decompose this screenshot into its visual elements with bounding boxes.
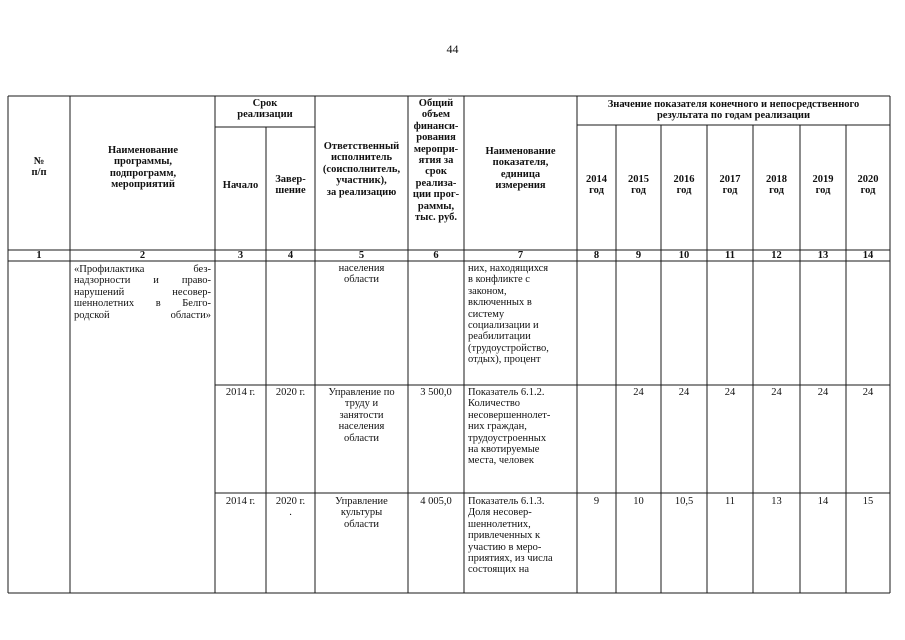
header-year-2019: 2019 год [812,174,834,197]
header-year-2015: 2015 год [628,174,649,197]
row1-responsible: населения области [338,263,385,286]
row3-indicator: Показатель 6.1.3. Доля несовер- шеннолетних, привлеченных к участию в меро- приятиях, из числа состоящих на [468,496,553,576]
row2-indicator: Показатель 6.1.2. Количество несовершеннолет- них граждан, трудоустроенных на квотируемые места, человек [468,387,551,467]
row3-value-2015: 10 [633,496,644,507]
row2-value-2018: 24 [771,387,782,398]
column-number: 5 [358,250,365,261]
column-number: 11 [725,250,735,261]
row2-value-2017: 24 [724,387,736,398]
column-number: 12 [771,250,782,261]
row3-start: 2014 г. [225,496,256,507]
row2-end: 2020 г. [275,387,306,398]
row3-value-2017: 11 [724,496,736,507]
column-number: 3 [237,250,244,261]
page-number: 44 [446,42,459,56]
row3-value-2020: 15 [862,496,874,507]
row3-value-2016: 10,5 [674,496,694,507]
row2-funding: 3 500,0 [420,387,452,398]
header-program-name: Наименование программы, подпрограмм, мероприятий [108,145,178,191]
header-year-2016: 2016 год [673,174,695,197]
header-funding: Общий объем финанси- рования меропри- ятия за срок реализа- ции прог- раммы, тыс. руб. [412,98,460,224]
header-values-title: Значение показателя конечного и непосредственного результата по годам реализации [607,99,860,122]
column-number: 6 [433,250,439,261]
row2-start: 2014 г. [225,387,256,398]
column-number: 7 [517,250,524,261]
row3-value-2014: 9 [593,496,600,507]
row3-value-2018: 13 [771,496,782,507]
header-indicator-name: Наименование показателя, единица измерения [485,146,556,192]
program-name-cell: «Профилактика без- надзорности и право- нарушений несовер- шеннолетних в Белго- родской области» [74,264,211,321]
header-end: Завер- шение [275,174,306,197]
header-start: Начало [222,180,259,191]
column-number: 1 [36,250,42,261]
row2-value-2015: 24 [633,387,644,398]
header-term: Срок реализации [237,98,293,121]
row1-indicator: них, находящихся в конфликте с законом, включенных в систему социализации и реабилитации (трудоустройство, отдых), процент [468,263,549,366]
column-number: 14 [862,250,874,261]
header-year-2020: 2020 год [857,174,879,197]
row3-responsible: Управление культуры области [335,496,388,530]
column-number: 10 [678,250,690,261]
header-year-2014: 2014 год [586,174,607,197]
row2-value-2019: 24 [817,387,829,398]
column-number: 8 [593,250,600,261]
column-number: 2 [139,250,146,261]
row3-funding: 4 005,0 [420,496,452,507]
row2-value-2020: 24 [862,387,874,398]
header-responsible: Ответственный исполнитель (соисполнитель, участник), за реализацию [322,141,401,198]
row3-value-2019: 14 [817,496,829,507]
header-year-2018: 2018 год [766,174,787,197]
column-number: 9 [635,250,642,261]
column-number: 13 [817,250,829,261]
column-number: 4 [287,250,294,261]
row2-value-2016: 24 [678,387,690,398]
header-no: № п/п [31,156,47,179]
row2-responsible: Управление по труду и занятости населения области [328,387,395,444]
row3-end: 2020 г. . [275,496,306,519]
header-year-2017: 2017 год [719,174,741,197]
